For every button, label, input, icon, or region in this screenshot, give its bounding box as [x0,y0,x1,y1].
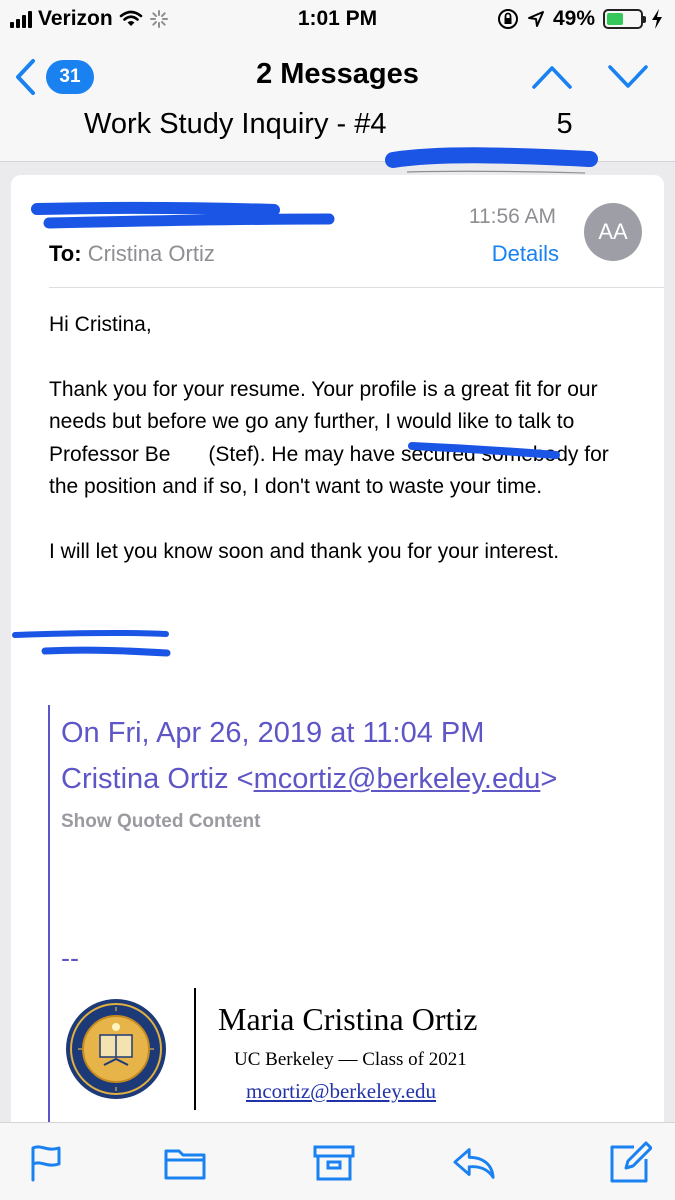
chevron-down-icon[interactable] [607,64,649,90]
message-card [11,175,664,1135]
compose-icon [608,1141,652,1185]
chevron-up-icon[interactable] [531,64,573,90]
quote-from-line: Cristina Ortiz <mcortiz@berkeley.edu> [61,763,558,795]
quote-bar [48,705,50,1135]
archive-icon [313,1144,355,1182]
status-right [497,7,663,31]
message-nav-arrows [531,64,649,90]
quote-header [61,710,557,802]
signature-separator [194,988,196,1110]
signature-email-link[interactable]: mcortiz@berkeley.edu [246,1079,436,1103]
orientation-lock-icon [497,8,519,30]
flag-icon [29,1144,63,1182]
signature-dashes: -- [61,943,79,973]
to-label: To: [49,241,82,266]
message-time: 11:56 AM [468,205,556,228]
bottom-toolbar [0,1122,675,1200]
status-bar [0,0,675,38]
nav-header [0,38,675,162]
professor-name-redaction [406,437,566,463]
reply-icon [452,1145,496,1181]
sender-redaction [29,199,339,239]
status-time: 1:01 PM [297,7,378,30]
archive-button[interactable] [312,1141,356,1185]
subject-text: Work Study Inquiry - #4 [84,108,387,140]
avatar[interactable]: AA [584,203,642,261]
move-to-folder-button[interactable] [163,1141,207,1185]
show-quoted-content-button[interactable]: Show Quoted Content [61,811,261,832]
signature-affiliation: UC Berkeley — Class of 2021 [234,1049,467,1070]
uc-berkeley-seal-icon [64,997,168,1101]
signoff-redaction [11,627,181,661]
location-icon [527,10,545,28]
quote-email-link[interactable]: mcortiz@berkeley.edu [253,763,541,795]
recipient-line [49,241,215,267]
flag-button[interactable] [24,1141,68,1185]
recipient-name[interactable]: Cristina Ortiz [87,241,215,266]
thread-subject [84,108,573,141]
reply-button[interactable] [452,1141,496,1185]
subject-redaction [385,146,605,176]
body-paragraph-1: Thank you for your resume. Your profile is a great fit for our needs but before we go any further, I would like to talk to Professor Be (Stef). He may have secured somebody for the position and if so, I don't want to waste your time. [49,377,609,498]
carrier-label: Verizon [38,7,113,30]
signature-name: Maria Cristina Ortiz [218,1001,478,1037]
body-paragraph-2: I will let you know soon and thank you for your interest. [49,539,560,563]
subject-tail: 5 [556,108,573,140]
greeting: Hi Cristina, [49,313,152,336]
folder-icon [164,1146,206,1180]
charging-bolt-icon [651,9,663,29]
details-link[interactable]: Details [491,241,559,266]
battery-icon [603,9,643,29]
compose-button[interactable] [608,1141,652,1185]
battery-percent: 49% [552,7,595,30]
unread-count-badge: 31 [46,60,94,94]
page-title: 2 Messages [256,58,419,90]
header-divider [49,287,664,288]
quote-date-line: On Fri, Apr 26, 2019 at 11:04 PM [61,717,485,749]
